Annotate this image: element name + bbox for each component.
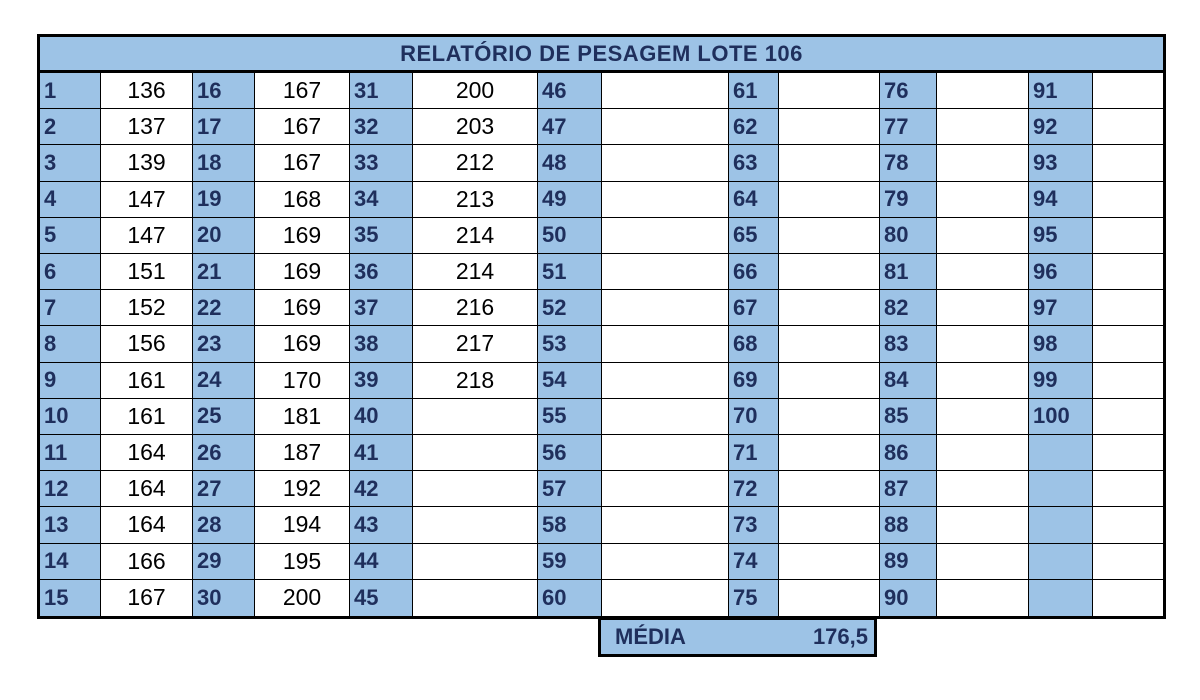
weight-cell [937,471,1029,507]
row-number-cell: 79 [880,182,937,218]
row-number-cell: 92 [1029,109,1093,145]
weight-cell [602,326,729,362]
weight-cell [1093,254,1163,290]
row-number-cell: 36 [350,254,413,290]
weight-cell [1093,580,1163,616]
row-number-cell: 90 [880,580,937,616]
row-number-cell: 76 [880,73,937,109]
weight-cell [937,145,1029,181]
row-number-cell: 69 [729,363,779,399]
weight-cell: 200 [413,73,538,109]
row-number-cell: 37 [350,290,413,326]
row-number-cell: 81 [880,254,937,290]
row-number-cell: 1 [40,73,101,109]
weight-cell [1093,290,1163,326]
weight-cell [779,145,880,181]
weight-cell: 147 [101,218,193,254]
row-number-cell: 59 [538,544,602,580]
row-number-cell: 54 [538,363,602,399]
weight-cell [779,73,880,109]
row-number-cell: 93 [1029,145,1093,181]
weight-cell: 170 [255,363,350,399]
weight-cell: 147 [101,182,193,218]
report-title: RELATÓRIO DE PESAGEM LOTE 106 [40,37,1163,73]
weight-cell [602,73,729,109]
row-number-cell: 70 [729,399,779,435]
weighing-report-table [37,34,1166,619]
weight-cell: 164 [101,435,193,471]
row-number-cell: 25 [193,399,255,435]
row-number-cell: 28 [193,507,255,543]
row-number-cell: 41 [350,435,413,471]
weight-cell: 192 [255,471,350,507]
row-number-cell: 4 [40,182,101,218]
weight-cell [413,507,538,543]
weight-cell: 137 [101,109,193,145]
weight-cell: 161 [101,399,193,435]
row-number-cell: 40 [350,399,413,435]
row-number-cell: 66 [729,254,779,290]
row-number-cell: 97 [1029,290,1093,326]
row-number-cell: 5 [40,218,101,254]
row-number-cell: 23 [193,326,255,362]
weight-cell: 167 [255,145,350,181]
row-number-cell: 51 [538,254,602,290]
row-number-cell: 100 [1029,399,1093,435]
weight-cell [779,363,880,399]
row-number-cell: 48 [538,145,602,181]
row-number-cell: 49 [538,182,602,218]
weight-cell [1093,145,1163,181]
row-number-cell: 17 [193,109,255,145]
weight-cell [602,145,729,181]
row-number-cell: 34 [350,182,413,218]
weight-cell [937,580,1029,616]
weight-cell [937,435,1029,471]
weight-cell: 200 [255,580,350,616]
weight-cell [779,471,880,507]
row-number-cell: 11 [40,435,101,471]
weight-cell: 218 [413,363,538,399]
row-number-cell: 78 [880,145,937,181]
weight-cell [779,290,880,326]
row-number-cell: 13 [40,507,101,543]
row-number-cell: 62 [729,109,779,145]
row-number-cell: 68 [729,326,779,362]
weight-cell [937,73,1029,109]
weight-cell: 169 [255,290,350,326]
row-number-cell: 8 [40,326,101,362]
weight-cell: 195 [255,544,350,580]
row-number-cell: 82 [880,290,937,326]
row-number-cell: 2 [40,109,101,145]
row-number-cell: 63 [729,145,779,181]
weight-cell [602,580,729,616]
weights-grid [40,73,1163,616]
weight-cell: 214 [413,218,538,254]
row-number-cell: 61 [729,73,779,109]
weight-cell [602,182,729,218]
weight-cell [779,544,880,580]
row-number-cell: 71 [729,435,779,471]
weight-cell [602,399,729,435]
row-number-cell: 94 [1029,182,1093,218]
weight-cell [937,218,1029,254]
weight-cell [779,182,880,218]
weight-cell [602,254,729,290]
weight-cell [937,290,1029,326]
weight-cell: 168 [255,182,350,218]
weight-cell: 152 [101,290,193,326]
row-number-cell: 18 [193,145,255,181]
weight-cell [779,218,880,254]
weight-cell [1093,326,1163,362]
weight-cell [779,580,880,616]
weight-cell: 167 [255,109,350,145]
weight-cell [1093,507,1163,543]
row-number-cell: 35 [350,218,413,254]
weight-cell: 214 [413,254,538,290]
weight-cell: 212 [413,145,538,181]
row-number-cell: 58 [538,507,602,543]
row-number-cell: 33 [350,145,413,181]
row-number-cell: 57 [538,471,602,507]
weight-cell [413,544,538,580]
row-number-cell: 7 [40,290,101,326]
row-number-cell: 27 [193,471,255,507]
row-number-cell: 53 [538,326,602,362]
weight-cell [1093,471,1163,507]
row-number-cell: 46 [538,73,602,109]
row-number-cell: 10 [40,399,101,435]
weight-cell [413,399,538,435]
weight-cell: 167 [255,73,350,109]
row-number-cell: 14 [40,544,101,580]
row-number-cell: 31 [350,73,413,109]
row-number-cell: 42 [350,471,413,507]
average-box [598,617,877,657]
row-number-cell: 91 [1029,73,1093,109]
row-number-cell: 16 [193,73,255,109]
row-number-cell: 87 [880,471,937,507]
weight-cell [602,218,729,254]
row-number-cell: 55 [538,399,602,435]
row-number-cell [1029,435,1093,471]
weight-cell: 164 [101,507,193,543]
row-number-cell: 95 [1029,218,1093,254]
weight-cell [413,580,538,616]
row-number-cell: 9 [40,363,101,399]
weight-cell: 167 [101,580,193,616]
row-number-cell: 72 [729,471,779,507]
weight-cell: 136 [101,73,193,109]
row-number-cell: 89 [880,544,937,580]
row-number-cell: 21 [193,254,255,290]
weight-cell [779,109,880,145]
weight-cell: 217 [413,326,538,362]
weight-cell: 169 [255,218,350,254]
weight-cell [937,254,1029,290]
weight-cell: 166 [101,544,193,580]
weight-cell: 213 [413,182,538,218]
row-number-cell: 24 [193,363,255,399]
row-number-cell: 6 [40,254,101,290]
row-number-cell: 3 [40,145,101,181]
row-number-cell: 15 [40,580,101,616]
row-number-cell [1029,507,1093,543]
row-number-cell: 60 [538,580,602,616]
row-number-cell [1029,580,1093,616]
weight-cell [413,471,538,507]
row-number-cell: 50 [538,218,602,254]
row-number-cell: 85 [880,399,937,435]
row-number-cell: 39 [350,363,413,399]
weight-cell: 203 [413,109,538,145]
weight-cell: 156 [101,326,193,362]
weight-cell [1093,544,1163,580]
weight-cell [937,507,1029,543]
row-number-cell: 47 [538,109,602,145]
row-number-cell [1029,544,1093,580]
row-number-cell: 84 [880,363,937,399]
weight-cell [937,109,1029,145]
weight-cell [602,290,729,326]
row-number-cell: 74 [729,544,779,580]
row-number-cell: 65 [729,218,779,254]
row-number-cell: 67 [729,290,779,326]
row-number-cell: 19 [193,182,255,218]
weight-cell [602,435,729,471]
row-number-cell: 86 [880,435,937,471]
weight-cell [1093,363,1163,399]
row-number-cell: 30 [193,580,255,616]
row-number-cell: 73 [729,507,779,543]
weight-cell: 151 [101,254,193,290]
weight-cell: 216 [413,290,538,326]
row-number-cell: 52 [538,290,602,326]
weight-cell [1093,435,1163,471]
weight-cell [937,399,1029,435]
row-number-cell [1029,471,1093,507]
row-number-cell: 32 [350,109,413,145]
row-number-cell: 38 [350,326,413,362]
weight-cell [1093,109,1163,145]
weight-cell [779,435,880,471]
row-number-cell: 12 [40,471,101,507]
row-number-cell: 96 [1029,254,1093,290]
weight-cell [779,507,880,543]
row-number-cell: 26 [193,435,255,471]
weight-cell [602,544,729,580]
average-value: 176,5 [812,624,868,649]
weight-cell [937,326,1029,362]
row-number-cell: 45 [350,580,413,616]
weight-cell [779,399,880,435]
weight-cell: 164 [101,471,193,507]
weight-cell [602,363,729,399]
weight-cell: 187 [255,435,350,471]
row-number-cell: 64 [729,182,779,218]
weight-cell [413,435,538,471]
weight-cell [602,109,729,145]
row-number-cell: 43 [350,507,413,543]
weight-cell [779,326,880,362]
weight-cell [937,544,1029,580]
row-number-cell: 80 [880,218,937,254]
weight-cell [602,507,729,543]
weight-cell: 161 [101,363,193,399]
row-number-cell: 98 [1029,326,1093,362]
weight-cell [602,471,729,507]
weight-cell: 139 [101,145,193,181]
row-number-cell: 83 [880,326,937,362]
weight-cell: 181 [255,399,350,435]
weight-cell [1093,218,1163,254]
row-number-cell: 56 [538,435,602,471]
weight-cell [937,363,1029,399]
weight-cell: 169 [255,254,350,290]
row-number-cell: 77 [880,109,937,145]
average-label: MÉDIA [615,624,686,649]
weight-cell [937,182,1029,218]
weight-cell [1093,182,1163,218]
weight-cell: 194 [255,507,350,543]
weight-cell [1093,399,1163,435]
row-number-cell: 99 [1029,363,1093,399]
row-number-cell: 29 [193,544,255,580]
row-number-cell: 44 [350,544,413,580]
weight-cell: 169 [255,326,350,362]
row-number-cell: 22 [193,290,255,326]
row-number-cell: 20 [193,218,255,254]
row-number-cell: 75 [729,580,779,616]
row-number-cell: 88 [880,507,937,543]
weight-cell [1093,73,1163,109]
weight-cell [779,254,880,290]
